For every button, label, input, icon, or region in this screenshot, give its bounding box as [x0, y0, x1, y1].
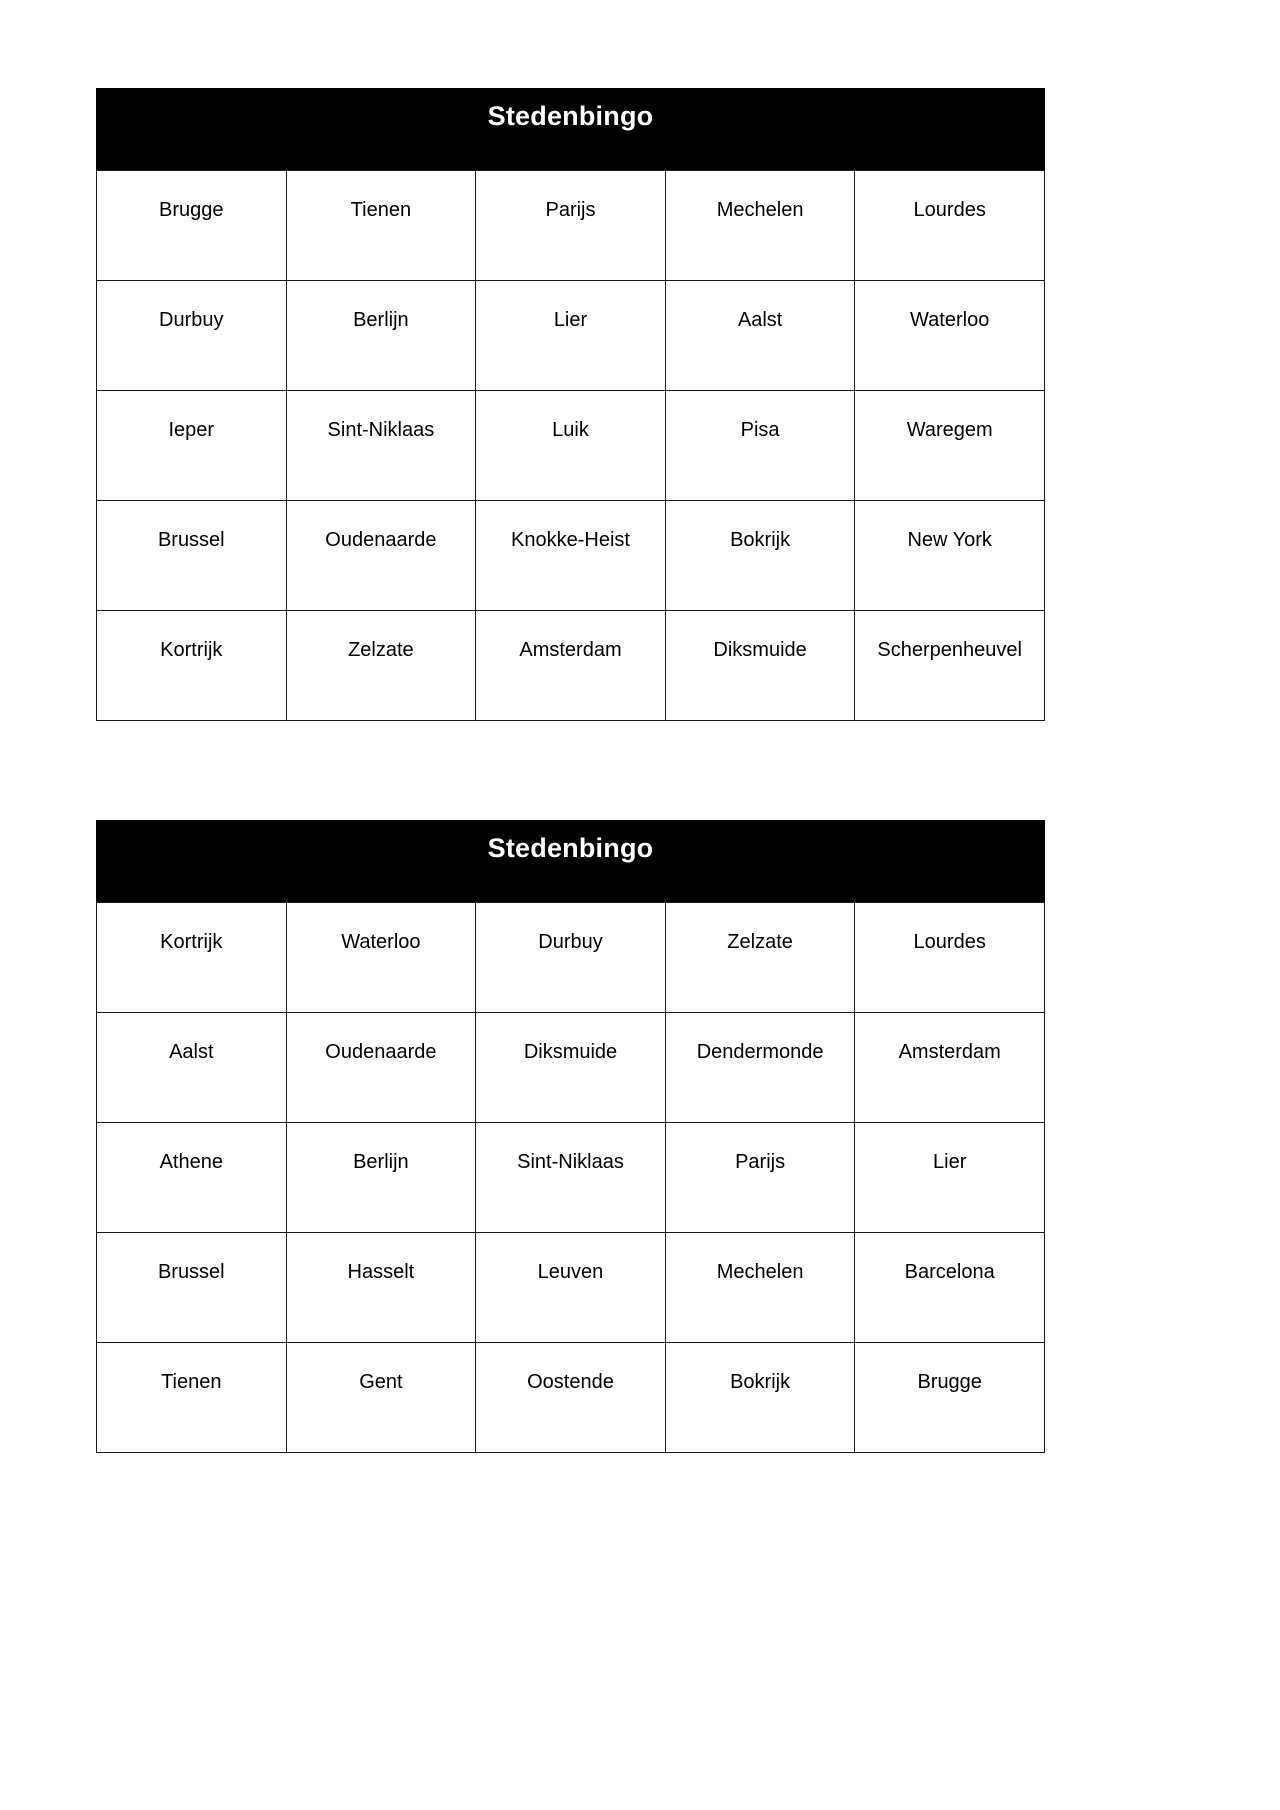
bingo-cell[interactable]: Knokke-Heist	[476, 501, 666, 611]
bingo-cell[interactable]: Bokrijk	[666, 1343, 856, 1453]
bingo-cell[interactable]: Kortrijk	[97, 611, 287, 721]
bingo-card-1	[96, 88, 1045, 721]
card-2-title: Stedenbingo	[487, 833, 654, 863]
bingo-cell[interactable]: Pisa	[666, 391, 856, 501]
bingo-cell[interactable]: Waterloo	[855, 281, 1045, 391]
bingo-cell[interactable]: Parijs	[666, 1123, 856, 1233]
bingo-cell[interactable]: Aalst	[666, 281, 856, 391]
bingo-cell[interactable]: Brugge	[855, 1343, 1045, 1453]
card-1-title: Stedenbingo	[487, 101, 654, 131]
bingo-cell[interactable]: Diksmuide	[666, 611, 856, 721]
bingo-cell[interactable]: Oudenaarde	[287, 1013, 477, 1123]
bingo-card-2	[96, 820, 1045, 1453]
bingo-cell[interactable]: Bokrijk	[666, 501, 856, 611]
bingo-cell[interactable]: Gent	[287, 1343, 477, 1453]
bingo-cell[interactable]: Lier	[476, 281, 666, 391]
bingo-cell[interactable]: Hasselt	[287, 1233, 477, 1343]
bingo-cell[interactable]: Dendermonde	[666, 1013, 856, 1123]
card-2-grid	[96, 902, 1045, 1453]
bingo-cell[interactable]: Brussel	[97, 501, 287, 611]
bingo-cell[interactable]: Kortrijk	[97, 903, 287, 1013]
bingo-cell[interactable]: Lourdes	[855, 903, 1045, 1013]
bingo-cell[interactable]: Brugge	[97, 171, 287, 281]
card-2-header	[96, 820, 1045, 902]
bingo-cell[interactable]: Waterloo	[287, 903, 477, 1013]
card-1-header	[96, 88, 1045, 170]
bingo-cell[interactable]: Athene	[97, 1123, 287, 1233]
bingo-cell[interactable]: Brussel	[97, 1233, 287, 1343]
bingo-cell[interactable]: Durbuy	[97, 281, 287, 391]
bingo-cell[interactable]: Ieper	[97, 391, 287, 501]
bingo-cell[interactable]: Scherpenheuvel	[855, 611, 1045, 721]
bingo-cell[interactable]: Amsterdam	[855, 1013, 1045, 1123]
bingo-cell[interactable]: Diksmuide	[476, 1013, 666, 1123]
bingo-cell[interactable]: Berlijn	[287, 1123, 477, 1233]
bingo-cell[interactable]: Durbuy	[476, 903, 666, 1013]
bingo-cell[interactable]: Oostende	[476, 1343, 666, 1453]
bingo-cell[interactable]: Tienen	[287, 171, 477, 281]
bingo-cell[interactable]: Barcelona	[855, 1233, 1045, 1343]
bingo-cell[interactable]: Mechelen	[666, 171, 856, 281]
card-1-grid	[96, 170, 1045, 721]
bingo-cell[interactable]: Mechelen	[666, 1233, 856, 1343]
bingo-cell[interactable]: Sint-Niklaas	[476, 1123, 666, 1233]
bingo-cell[interactable]: Oudenaarde	[287, 501, 477, 611]
bingo-cell[interactable]: Tienen	[97, 1343, 287, 1453]
bingo-cell[interactable]: Zelzate	[287, 611, 477, 721]
bingo-cell[interactable]: Parijs	[476, 171, 666, 281]
bingo-cell[interactable]: Amsterdam	[476, 611, 666, 721]
bingo-cell[interactable]: Lourdes	[855, 171, 1045, 281]
bingo-cell[interactable]: Aalst	[97, 1013, 287, 1123]
bingo-cell[interactable]: Leuven	[476, 1233, 666, 1343]
bingo-cell[interactable]: Berlijn	[287, 281, 477, 391]
bingo-cell[interactable]: Luik	[476, 391, 666, 501]
bingo-cell[interactable]: Sint-Niklaas	[287, 391, 477, 501]
bingo-cell[interactable]: New York	[855, 501, 1045, 611]
bingo-cell[interactable]: Lier	[855, 1123, 1045, 1233]
bingo-cell[interactable]: Zelzate	[666, 903, 856, 1013]
bingo-cell[interactable]: Waregem	[855, 391, 1045, 501]
